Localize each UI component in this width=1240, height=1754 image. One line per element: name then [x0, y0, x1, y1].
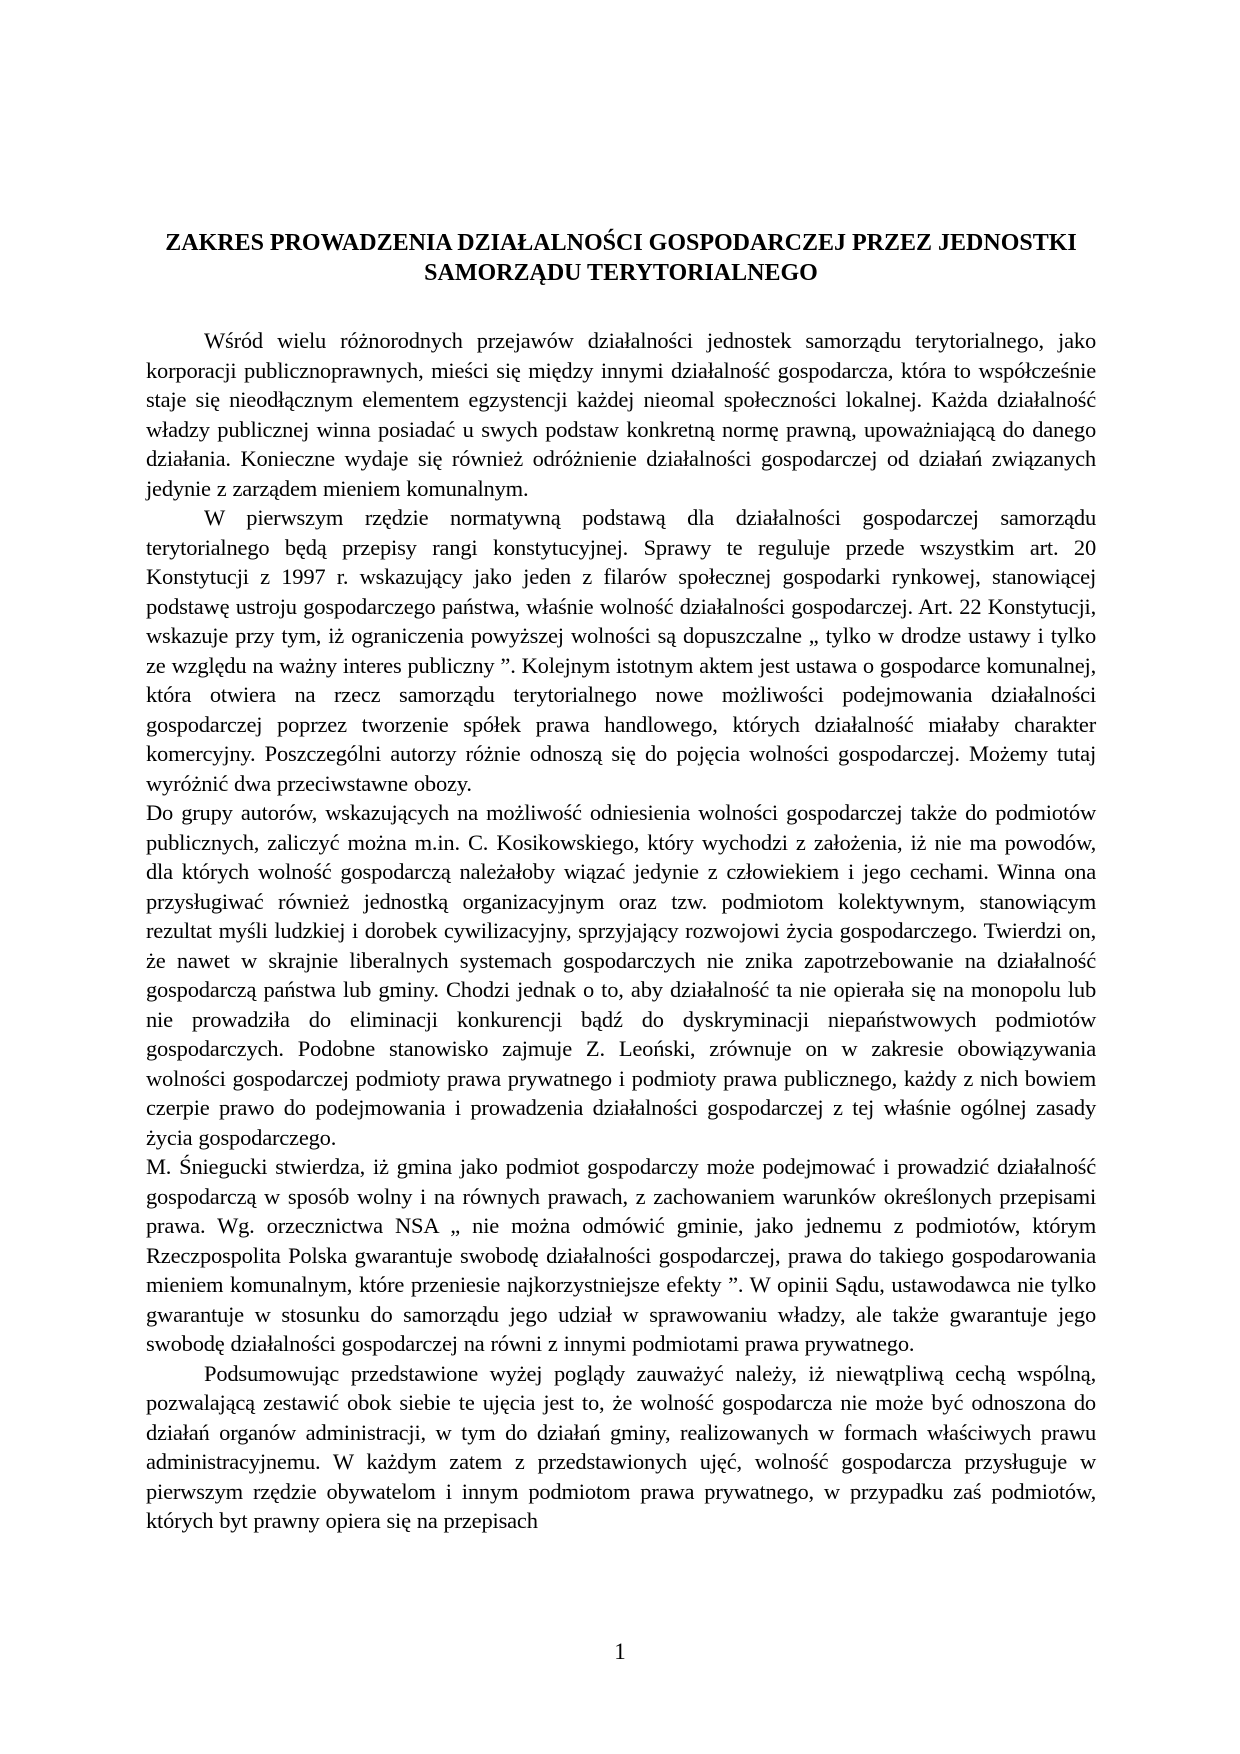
paragraph: Wśród wielu różnorodnych przejawów działalności jednostek samorządu terytorialnego, jako korporacji publicznoprawnych, mieści się między innymi działalność gospodarcza, która to współcześnie staje się nieodłącznym elementem egzystencji każdej nieomal społeczności lokalnej. Każda działalność władzy publicznej winna posiadać u swych podstaw konkretną normę prawną, upoważniającą do danego działania. Konieczne wydaje się również odróżnienie działalności gospodarczej od działań związanych jedynie z zarządem mieniem komunalnym. [146, 328, 1096, 501]
title-line: SAMORZĄDU TERYTORIALNEGO [424, 260, 818, 286]
document-title [146, 228, 1096, 288]
paragraph: Do grupy autorów, wskazujących na możliwość odniesienia wolności gospodarczej także do podmiotów publicznych, zaliczyć można m.in. C. Kosikowskiego, który wychodzi z założenia, iż nie ma powodów, dla których wolność gospodarczą należałoby wiązać jedynie z człowiekiem i jego cechami. Winna ona przysługiwać również jednostką organizacyjnym oraz tzw. podmiotom kolektywnym, stanowiącym rezultat myśli ludzkiej i dorobek cywilizacyjny, sprzyjający rozwojowi życia gospodarczego. Twierdzi on, że nawet w skrajnie liberalnych systemach gospodarczych nie znika zapotrzebowanie na działalność gospodarczą państwa lub gminy. Chodzi jednak o to, aby działalność ta nie opierała się na monopolu lub nie prowadziła do eliminacji konkurencji bądź do dyskryminacji niepaństwowych podmiotów gospodarczych. Podobne stanowisko zajmuje Z. Leoński, zrównuje on w zakresie obowiązywania wolności gospodarczej podmioty prawa prywatnego i podmioty prawa publicznego, każdy z nich bowiem czerpie prawo do podejmowania i prowadzenia działalności gospodarczej z tej właśnie ogólnej zasady życia gospodarczego. [146, 800, 1096, 1150]
text-column [146, 0, 1096, 1536]
title-line: ZAKRES PROWADZENIA DZIAŁALNOŚCI GOSPODARCZEJ PRZEZ JEDNOSTKI [165, 230, 1077, 256]
paragraph: W pierwszym rzędzie normatywną podstawą dla działalności gospodarczej samorządu terytorialnego będą przepisy rangi konstytucyjnej. Sprawy te reguluje przede wszystkim art. 20 Konstytucji z 1997 r. wskazujący jako jeden z filarów społecznej gospodarki rynkowej, stanowiącej podstawę ustroju gospodarczego państwa, właśnie wolność działalności gospodarczej. Art. 22 Konstytucji, wskazuje przy tym, iż ograniczenia powyższej wolności są dopuszczalne „ tylko w drodze ustawy i tylko ze względu na ważny interes publiczny ”. Kolejnym istotnym aktem jest ustawa o gospodarce komunalnej, która otwiera na rzecz samorządu terytorialnego nowe możliwości podejmowania działalności gospodarczej poprzez tworzenie spółek prawa handlowego, których działalność miałaby charakter komercyjny. Poszczególni autorzy różnie odnoszą się do pojęcia wolności gospodarczej. Możemy tutaj wyróżnić dwa przeciwstawne obozy. [146, 505, 1096, 796]
paragraph: Podsumowując przedstawione wyżej poglądy zauważyć należy, iż niewątpliwą cechą wspólną, pozwalającą zestawić obok siebie te ujęcia jest to, że wolność gospodarcza nie może być odnoszona do działań organów administracji, w tym do działań gminy, realizowanych w formach właściwych prawu administracyjnemu. W każdym zatem z przedstawionych ujęć, wolność gospodarcza przysługuje w pierwszym rzędzie obywatelom i innym podmiotom prawa prywatnego, w przypadku zaś podmiotów, których byt prawny opiera się na przepisach [146, 1360, 1096, 1533]
paragraph: M. Śniegucki stwierdza, iż gmina jako podmiot gospodarczy może podejmować i prowadzić działalność gospodarczą w sposób wolny i na równych prawach, z zachowaniem warunków określonych przepisami prawa. Wg. orzecznictwa NSA „ nie można odmówić gminie, jako jednemu z podmiotów, którym Rzeczpospolita Polska gwarantuje swobodę działalności gospodarczej, prawa do takiego gospodarowania mieniem komunalnym, które przeniesie najkorzystniejsze efekty ”. W opinii Sądu, ustawodawca nie tylko gwarantuje w stosunku do samorządu jego udział w sprawowaniu władzy, ale także gwarantuje jego swobodę działalności gospodarczej na równi z innymi podmiotami prawa prywatnego. [146, 1154, 1096, 1356]
page-number: 1 [614, 1639, 626, 1664]
document-body [146, 326, 1096, 1536]
